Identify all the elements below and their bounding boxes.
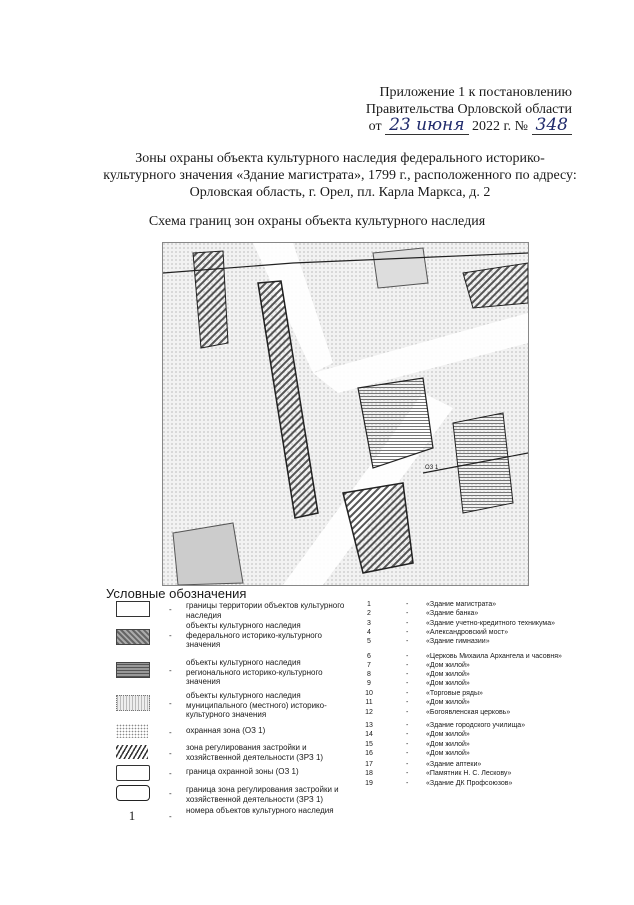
object-row — [360, 780, 600, 789]
handwritten-date: 23 июня — [385, 116, 468, 135]
object-dash: - — [406, 750, 409, 757]
federal-hatch-icon — [116, 629, 150, 645]
object-number: 14 — [365, 731, 373, 738]
object-name: «Церковь Михаила Архангела и часовня» — [426, 653, 562, 660]
object-name: «Дом жилой» — [426, 671, 470, 678]
object-number: 12 — [365, 709, 373, 716]
object-number: 8 — [367, 671, 371, 678]
object-row — [360, 750, 600, 759]
object-row — [360, 741, 600, 750]
object-number: 13 — [365, 722, 373, 729]
object-dash: - — [406, 629, 409, 636]
object-row — [360, 680, 600, 689]
legend-text: граница охранной зоны (ОЗ 1) — [186, 767, 299, 776]
legend-dash: - — [169, 769, 172, 778]
object-dash: - — [406, 709, 409, 716]
object-row — [360, 722, 600, 731]
object-name: «Дом жилой» — [426, 741, 470, 748]
object-number: 15 — [365, 741, 373, 748]
object-name: «Здание гимназии» — [426, 638, 490, 645]
legend-text: границы территории объектов культурного наследия — [186, 601, 345, 620]
object-name: «Торговые ряды» — [426, 690, 483, 697]
object-name: «Дом жилой» — [426, 662, 470, 669]
object-name: «Здание аптеки» — [426, 761, 482, 768]
legend-dash: - — [169, 605, 172, 614]
object-dash: - — [406, 741, 409, 748]
legend-text: зона регулирования застройки и хозяйственной деятельности (ЗРЗ 1) — [186, 743, 324, 762]
legend-text: граница зона регулирования застройки и хозяйственной деятельности (ЗРЗ 1) — [186, 785, 339, 804]
object-number: 10 — [365, 690, 373, 697]
object-row — [360, 638, 600, 647]
legend-dash: - — [169, 789, 172, 798]
diagonal-hatch-icon — [116, 745, 148, 759]
object-number: 5 — [367, 638, 371, 645]
legend-title: Условные обозначения — [106, 586, 247, 601]
object-name: «Богоявленская церковь» — [426, 709, 511, 716]
object-number: 4 — [367, 629, 371, 636]
object-number: 19 — [365, 780, 373, 787]
object-name: «Здание магистрата» — [426, 601, 497, 608]
object-name: «Александровский мост» — [426, 629, 509, 636]
map-drawing — [163, 243, 528, 585]
object-row — [360, 671, 600, 680]
object-number: 3 — [367, 620, 371, 627]
object-row — [360, 761, 600, 770]
object-number: 2 — [367, 610, 371, 617]
object-dash: - — [406, 722, 409, 729]
object-row — [360, 690, 600, 699]
object-row — [360, 629, 600, 638]
legend-dash: - — [169, 699, 172, 708]
legend-dash: - — [169, 666, 172, 675]
object-row — [360, 731, 600, 740]
object-dash: - — [406, 731, 409, 738]
object-dash: - — [406, 770, 409, 777]
object-dash: - — [406, 671, 409, 678]
object-dash: - — [406, 680, 409, 687]
object-number: 6 — [367, 653, 371, 660]
year-label: 2022 г. № — [472, 119, 529, 134]
legend-dash: - — [169, 812, 172, 821]
protection-zone-map — [162, 242, 529, 586]
oz-border-icon — [116, 765, 150, 781]
object-dash: - — [406, 653, 409, 660]
object-row — [360, 610, 600, 619]
legend-dash: - — [169, 631, 172, 640]
object-dash: - — [406, 662, 409, 669]
legend-dash: - — [169, 749, 172, 758]
object-number: 1 — [367, 601, 371, 608]
object-name: «Дом жилой» — [426, 750, 470, 757]
object-row — [360, 653, 600, 662]
dotted-zone-icon — [116, 724, 148, 738]
object-dash: - — [406, 610, 409, 617]
object-name: «Здание городского училища» — [426, 722, 526, 729]
legend-dash: - — [169, 728, 172, 737]
object-dash: - — [406, 601, 409, 608]
legend-text: объекты культурного наследия федерального историко-культурного значения — [186, 621, 322, 649]
building-block — [453, 413, 513, 513]
object-dash: - — [406, 690, 409, 697]
number-icon: 1 — [128, 808, 136, 823]
document-title: Зоны охраны объекта культурного наследия федерального историко-культурного значения «Здание магистрата», 1799 г., расположенного по адресу: Орловская область, г. Орел, пл. Карла Маркса, д. 2 — [103, 151, 577, 200]
object-name: «Здание банка» — [426, 610, 479, 617]
object-name: «Здание ДК Профсоюзов» — [426, 780, 513, 787]
object-row — [360, 770, 600, 779]
object-row — [360, 601, 600, 610]
legend-text: объекты культурного наследия муниципального (местного) историко-культурного значения — [186, 691, 327, 719]
appendix-line: Приложение 1 к постановлению — [379, 85, 572, 100]
decree-date-line — [369, 116, 572, 136]
object-number: 17 — [365, 761, 373, 768]
handwritten-number: 348 — [532, 116, 572, 135]
object-dash: - — [406, 761, 409, 768]
object-name: «Дом жилой» — [426, 699, 470, 706]
from-label: от — [368, 119, 382, 134]
object-row — [360, 699, 600, 708]
scheme-subtitle: Схема границ зон охраны объекта культурного наследия — [148, 214, 486, 229]
object-dash: - — [406, 699, 409, 706]
frame-icon — [116, 601, 150, 617]
object-number: 18 — [365, 770, 373, 777]
object-number: 9 — [367, 680, 371, 687]
building — [173, 523, 243, 585]
municipal-hatch-icon — [116, 695, 150, 711]
object-name: «Дом жилой» — [426, 731, 470, 738]
legend-text: охранная зона (ОЗ 1) — [186, 726, 266, 735]
object-dash: - — [406, 638, 409, 645]
object-name: «Памятник Н. С. Лескову» — [426, 770, 512, 777]
object-row — [360, 620, 600, 629]
object-number: 7 — [367, 662, 371, 669]
object-row — [360, 662, 600, 671]
object-name: «Здание учетно-кредитного техникума» — [426, 620, 556, 627]
government-line: Правительства Орловской области — [365, 102, 572, 117]
building — [373, 248, 428, 288]
object-row — [360, 709, 600, 718]
regional-hatch-icon — [116, 662, 150, 678]
object-name: «Дом жилой» — [426, 680, 470, 687]
object-number: 11 — [365, 699, 373, 706]
legend-text: объекты культурного наследия регионального историко-культурного значения — [186, 658, 323, 686]
object-dash: - — [406, 780, 409, 787]
legend-text: номера объектов культурного наследия — [186, 806, 334, 815]
object-number: 16 — [365, 750, 373, 757]
zrz-border-icon — [116, 785, 150, 801]
object-dash: - — [406, 620, 409, 627]
map-oz-label: ОЗ 1 — [425, 465, 439, 471]
